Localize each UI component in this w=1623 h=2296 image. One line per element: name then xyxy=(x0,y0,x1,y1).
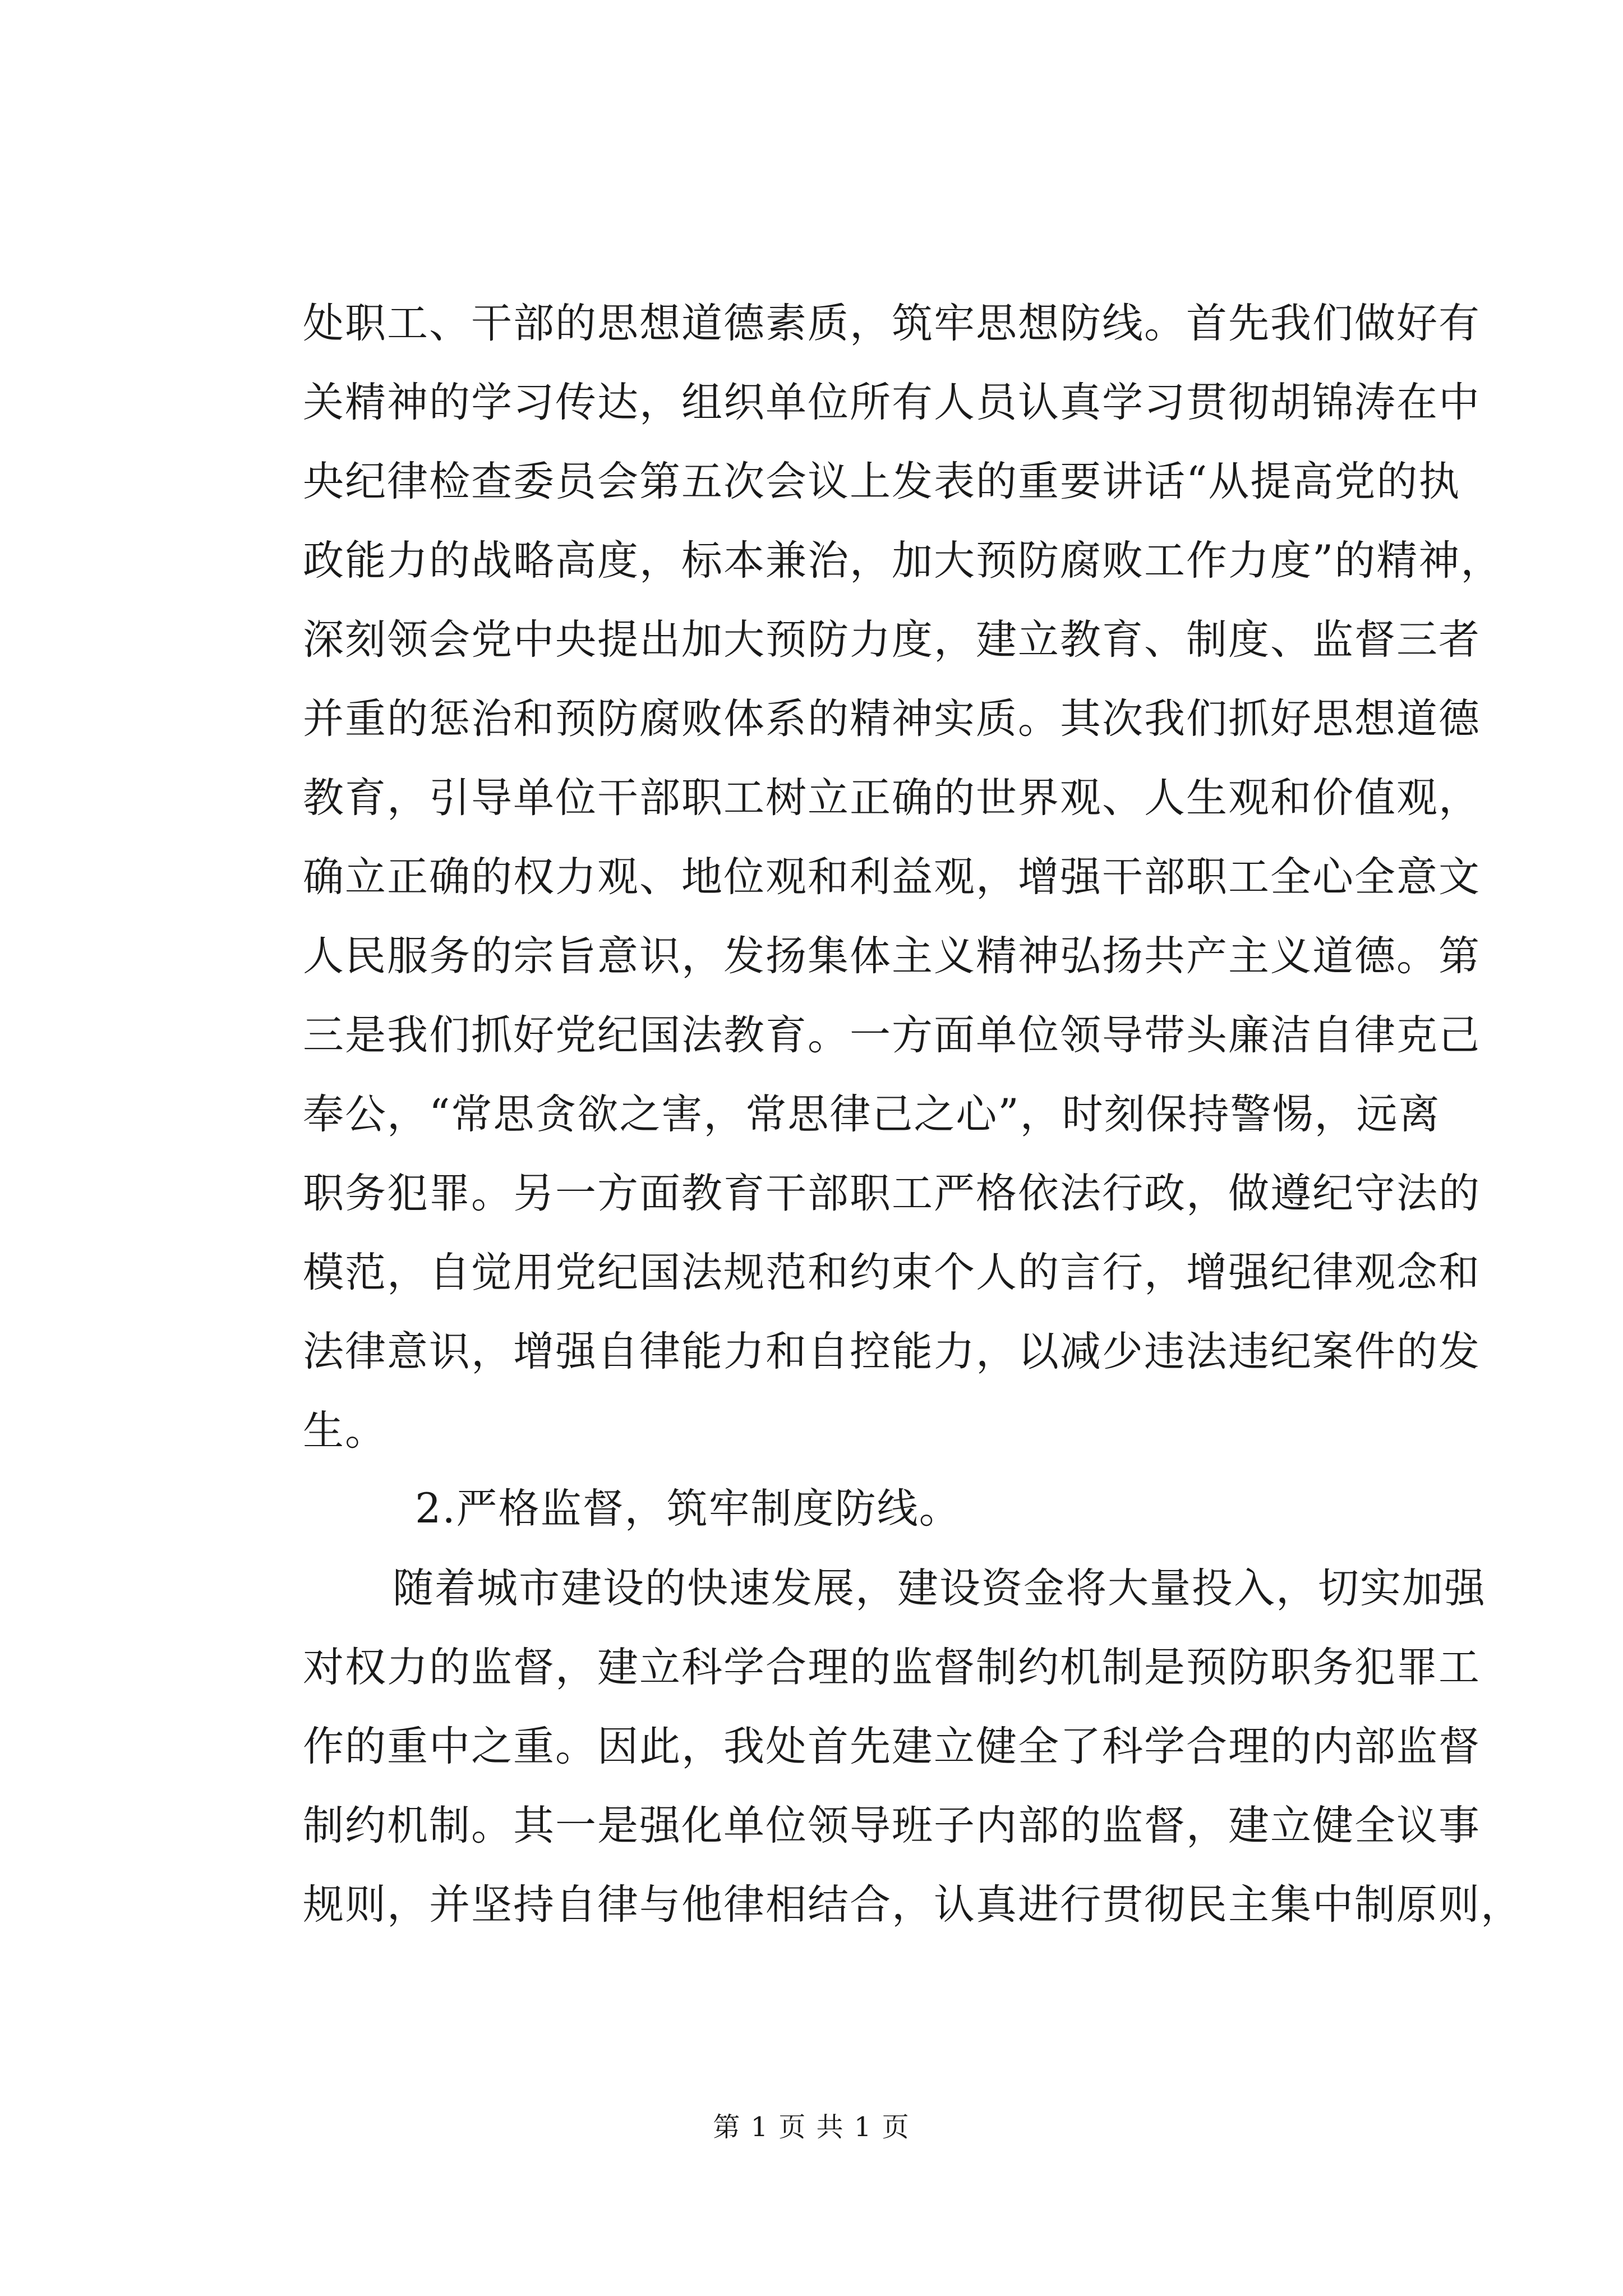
paragraph-line: 央纪律检查委员会第五次会议上发表的重要讲话“从提高党的执 xyxy=(303,458,1461,505)
paragraph-line: 对权力的监督，建立科学合理的监督制约机制是预防职务犯罪工 xyxy=(303,1644,1481,1691)
paragraph-line: 政能力的战略高度，标本兼治，加大预防腐败工作力度”的精神， xyxy=(303,537,1503,585)
paragraph-line: 制约机制。其一是强化单位领导班子内部的监督，建立健全议事 xyxy=(303,1802,1481,1849)
paragraph-line: 奉公，“常思贪欲之害，常思律己之心”，时刻保持警惕，远离 xyxy=(303,1091,1441,1138)
paragraph-line: 规则，并坚持自律与他律相结合，认真进行贯彻民主集中制原则， xyxy=(303,1881,1523,1929)
paragraph-line: 作的重中之重。因此，我处首先建立健全了科学合理的内部监督 xyxy=(303,1723,1481,1770)
paragraph-line: 处职工、干部的思想道德素质，筑牢思想防线。首先我们做好有 xyxy=(303,300,1481,347)
paragraph-line: 教育，引导单位干部职工树立正确的世界观、人生观和价值观， xyxy=(303,774,1481,822)
paragraph-line: 确立正确的权力观、地位观和利益观，增强干部职工全心全意文 xyxy=(303,853,1481,901)
paragraph-line: 关精神的学习传达，组织单位所有人员认真学习贯彻胡锦涛在中 xyxy=(303,379,1481,426)
paragraph-line: 模范，自觉用党纪国法规范和约束个人的言行，增强纪律观念和 xyxy=(303,1249,1481,1296)
paragraph-line: 法律意识，增强自律能力和自控能力，以减少违法违纪案件的发 xyxy=(303,1328,1481,1375)
paragraph-line: 随着城市建设的快速发展，建设资金将大量投入，切实加强 xyxy=(393,1565,1486,1612)
paragraph-line: 三是我们抓好党纪国法教育。一方面单位领导带头廉洁自律克己 xyxy=(303,1011,1481,1059)
paragraph-line: 职务犯罪。另一方面教育干部职工严格依法行政，做遵纪守法的 xyxy=(303,1170,1481,1217)
page-footer: 第 1 页 共 1 页 xyxy=(713,2111,910,2143)
paragraph-line: 生。 xyxy=(303,1407,387,1455)
paragraph-line: 并重的惩治和预防腐败体系的精神实质。其次我们抓好思想道德 xyxy=(303,695,1481,743)
section-heading: 2.严格监督，筑牢制度防线。 xyxy=(415,1485,961,1533)
paragraph-line: 深刻领会党中央提出加大预防力度，建立教育、制度、监督三者 xyxy=(303,616,1481,664)
paragraph-line: 人民服务的宗旨意识，发扬集体主义精神弘扬共产主义道德。第 xyxy=(303,932,1481,980)
